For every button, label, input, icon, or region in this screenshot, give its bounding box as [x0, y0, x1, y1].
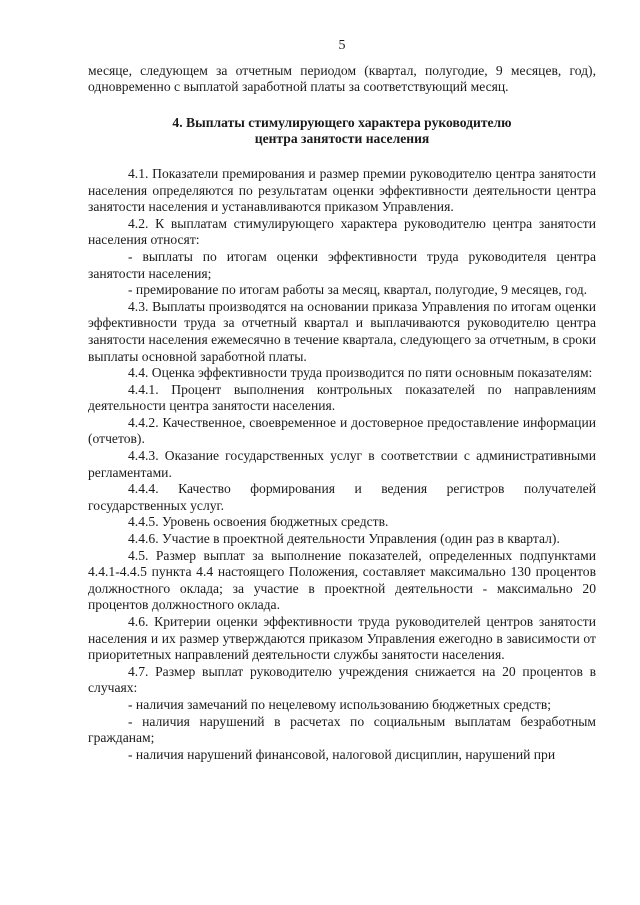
paragraph-4-4-4: 4.4.4. Качество формирования и ведения регистров получателей государственных услуг.: [88, 481, 596, 513]
paragraph-4-4-6: 4.4.6. Участие в проектной деятельности Управления (один раз в квартал).: [128, 531, 560, 547]
paragraph-4-4-5: 4.4.5. Уровень освоения бюджетных средств.: [128, 514, 389, 530]
list-item: - наличия нарушений в расчетах по социальным выплатам безработным гражданам;: [88, 713, 596, 746]
paragraph-4-4-3: 4.4.3. Оказание государственных услуг в соответствии с административными регламентами.: [88, 448, 596, 480]
page-number: 5: [338, 38, 346, 53]
list-item: - выплаты по итогам оценки эффективности труда руководителя центра занятости населения;: [88, 248, 596, 281]
paragraph-4-4-2: 4.4.2. Качественное, своевременное и достоверное предоставление информации (отчетов).: [88, 414, 596, 447]
list-item: - наличия замечаний по нецелевому использованию бюджетных средств;: [128, 696, 552, 712]
list-item: - премирование по итогам работы за месяц, квартал, полугодие, 9 месяцев, год.: [128, 282, 588, 298]
paragraph-4-4: 4.4. Оценка эффективности труда производится по пяти основным показателям:: [128, 365, 593, 381]
section-title: [88, 115, 596, 148]
paragraph-4-3: 4.3. Выплаты производятся на основании приказа Управления по итогам оценки эффективности труда за отчетный квартал и выплачиваются руководителю центра занятости населения ежемесячно в течение квартала, следующего за отчетным, в сроки выплаты основной заработной платы.: [88, 298, 596, 364]
paragraph-4-1: 4.1. Показатели премирования и размер премии руководителю центра занятости населения определяются по результатам оценки эффективности деятельности центра занятости населения и устанавливаются приказом Управления.: [88, 165, 596, 215]
paragraph-4-5: 4.5. Размер выплат за выполнение показателей, определенных подпунктами 4.4.1-4.4.5 пункта 4.4 настоящего Положения, составляет максимально 130 процентов должностного оклада; за участие в проектной деятельности - максимально 20 процентов должностного оклада.: [88, 547, 596, 613]
paragraph-4-6: 4.6. Критерии оценки эффективности труда руководителей центров занятости населения и их размер утверждаются приказом Управления ежегодно в зависимости от приоритетных направлений деятельности службы занятости населения.: [88, 614, 596, 663]
paragraph-4-2: 4.2. К выплатам стимулирующего характера руководителю центра занятости населения относят:: [88, 215, 596, 248]
paragraph-4-4-1: 4.4.1. Процент выполнения контрольных показателей по направлениям деятельности центра занятости населения.: [88, 381, 596, 414]
continuation-text: месяце, следующем за отчетным периодом (квартал, полугодие, 9 месяцев, год), одновременно с выплатой заработной платы за соответствующий месяц.: [88, 62, 596, 95]
section-title-line-1: 4. Выплаты стимулирующего характера руководителю: [172, 114, 512, 130]
paragraph-4-7: 4.7. Размер выплат руководителю учреждения снижается на 20 процентов в случаях:: [88, 663, 596, 696]
list-item: - наличия нарушений финансовой, налоговой дисциплин, нарушений при: [128, 746, 556, 762]
section-title-line-2: центра занятости населения: [254, 131, 430, 147]
